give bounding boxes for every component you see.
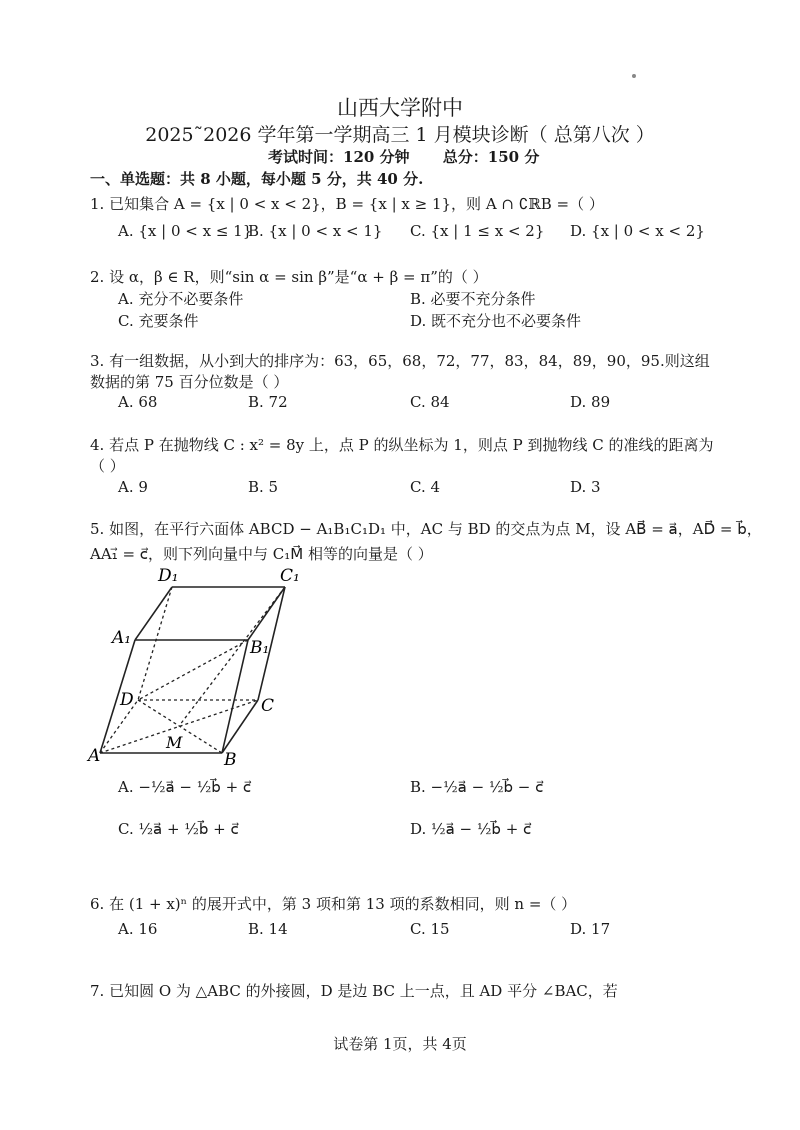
question-4-option-d: D. 3 xyxy=(570,478,601,496)
question-2-stem: 2. 设 α，β ∈ R，则“sin α = sin β”是“α + β = π”的（ ） xyxy=(90,268,488,286)
question-5-stem-cont: AA₁⃗ = c⃗，则下列向量中与 C₁M⃗ 相等的向量是（ ） xyxy=(90,545,433,563)
question-4-stem: 4. 若点 P 在抛物线 C : x² = 8y 上，点 P 的纵坐标为 1，则点 P 到抛物线 C 的准线的距离为 xyxy=(90,436,714,454)
question-1-option-c: C. {x | 1 ≤ x < 2} xyxy=(410,222,545,240)
question-3-stem-cont: 数据的第 75 百分位数是（ ） xyxy=(90,373,289,391)
label-a1: A₁ xyxy=(112,628,132,648)
exam-title: 2025˜2026 学年第一学期高三 1 月模块诊断（ 总第八次 ） xyxy=(145,124,655,146)
question-7-stem: 7. 已知圆 O 为 △ABC 的外接圆，D 是边 BC 上一点，且 AD 平分 ∠BAC，若 xyxy=(90,982,618,1000)
question-4-option-c: C. 4 xyxy=(410,478,441,496)
question-3-option-c: C. 84 xyxy=(410,393,450,411)
edge-b1-b xyxy=(222,640,248,753)
question-2-option-c: C. 充要条件 xyxy=(118,312,199,330)
question-4-stem-cont: （ ） xyxy=(90,457,125,475)
question-1-option-b: B. {x | 0 < x < 1} xyxy=(248,222,383,240)
edge-d1-d-hidden xyxy=(138,587,172,700)
question-3-option-d: D. 89 xyxy=(570,393,611,411)
label-c: C xyxy=(261,696,275,716)
label-m: M xyxy=(166,733,183,752)
question-1-stem: 1. 已知集合 A = {x | 0 < x < 2}，B = {x | x ≥ 1}，则 A ∩ ∁ℝB =（ ） xyxy=(90,195,604,213)
question-6-option-a: A. 16 xyxy=(118,920,158,938)
question-6-stem: 6. 在 (1 + x)ⁿ 的展开式中，第 3 项和第 13 项的系数相同，则 n =（ ） xyxy=(90,895,577,913)
question-5-option-c: C. ½a⃗ + ½b⃗ + c⃗ xyxy=(118,820,239,838)
question-2-option-b: B. 必要不充分条件 xyxy=(410,290,536,308)
question-3-option-a: A. 68 xyxy=(118,393,158,411)
label-b1: B₁ xyxy=(250,638,270,658)
label-d1: D₁ xyxy=(158,566,179,586)
parallelepiped-figure xyxy=(80,565,320,770)
edge-d1-a1 xyxy=(135,587,172,640)
question-6-option-b: B. 14 xyxy=(248,920,288,938)
question-6-option-c: C. 15 xyxy=(410,920,450,938)
exam-score: 总分：150 分 xyxy=(442,148,540,166)
question-5-option-a: A. −½a⃗ − ½b⃗ + c⃗ xyxy=(118,778,252,796)
question-4-option-b: B. 5 xyxy=(248,478,279,496)
scan-speck xyxy=(632,74,636,78)
label-c1: C₁ xyxy=(280,566,300,586)
section-title: 一、单选题：共 8 小题，每小题 5 分，共 40 分. xyxy=(90,170,424,188)
question-4-option-a: A. 9 xyxy=(118,478,148,496)
exam-time: 考试时间：120 分钟 xyxy=(268,148,410,166)
question-5-option-d: D. ½a⃗ − ½b⃗ + c⃗ xyxy=(410,820,532,838)
question-2-option-d: D. 既不充分也不必要条件 xyxy=(410,312,582,330)
segment-b1-d xyxy=(138,640,248,700)
label-a: A xyxy=(88,746,101,766)
school-title: 山西大学附中 xyxy=(337,96,463,120)
exam-meta xyxy=(268,146,567,167)
question-6-option-d: D. 17 xyxy=(570,920,611,938)
label-d: D xyxy=(120,690,134,710)
question-3-stem: 3. 有一组数据，从小到大的排序为：63，65，68，72，77，83，84，89，90，95.则这组 xyxy=(90,352,710,370)
question-5-stem: 5. 如图，在平行六面体 ABCD − A₁B₁C₁D₁ 中，AC 与 BD 的交点为点 M，设 AB⃗ = a⃗，AD⃗ = b⃗， xyxy=(90,520,762,538)
question-5-option-b: B. −½a⃗ − ½b⃗ − c⃗ xyxy=(410,778,544,796)
label-b: B xyxy=(224,750,237,770)
question-2-option-a: A. 充分不必要条件 xyxy=(118,290,244,308)
page-footer: 试卷第 1页，共 4页 xyxy=(333,1035,467,1053)
question-3-option-b: B. 72 xyxy=(248,393,288,411)
question-1-option-d: D. {x | 0 < x < 2} xyxy=(570,222,705,240)
question-1-option-a: A. {x | 0 < x ≤ 1} xyxy=(118,222,253,240)
